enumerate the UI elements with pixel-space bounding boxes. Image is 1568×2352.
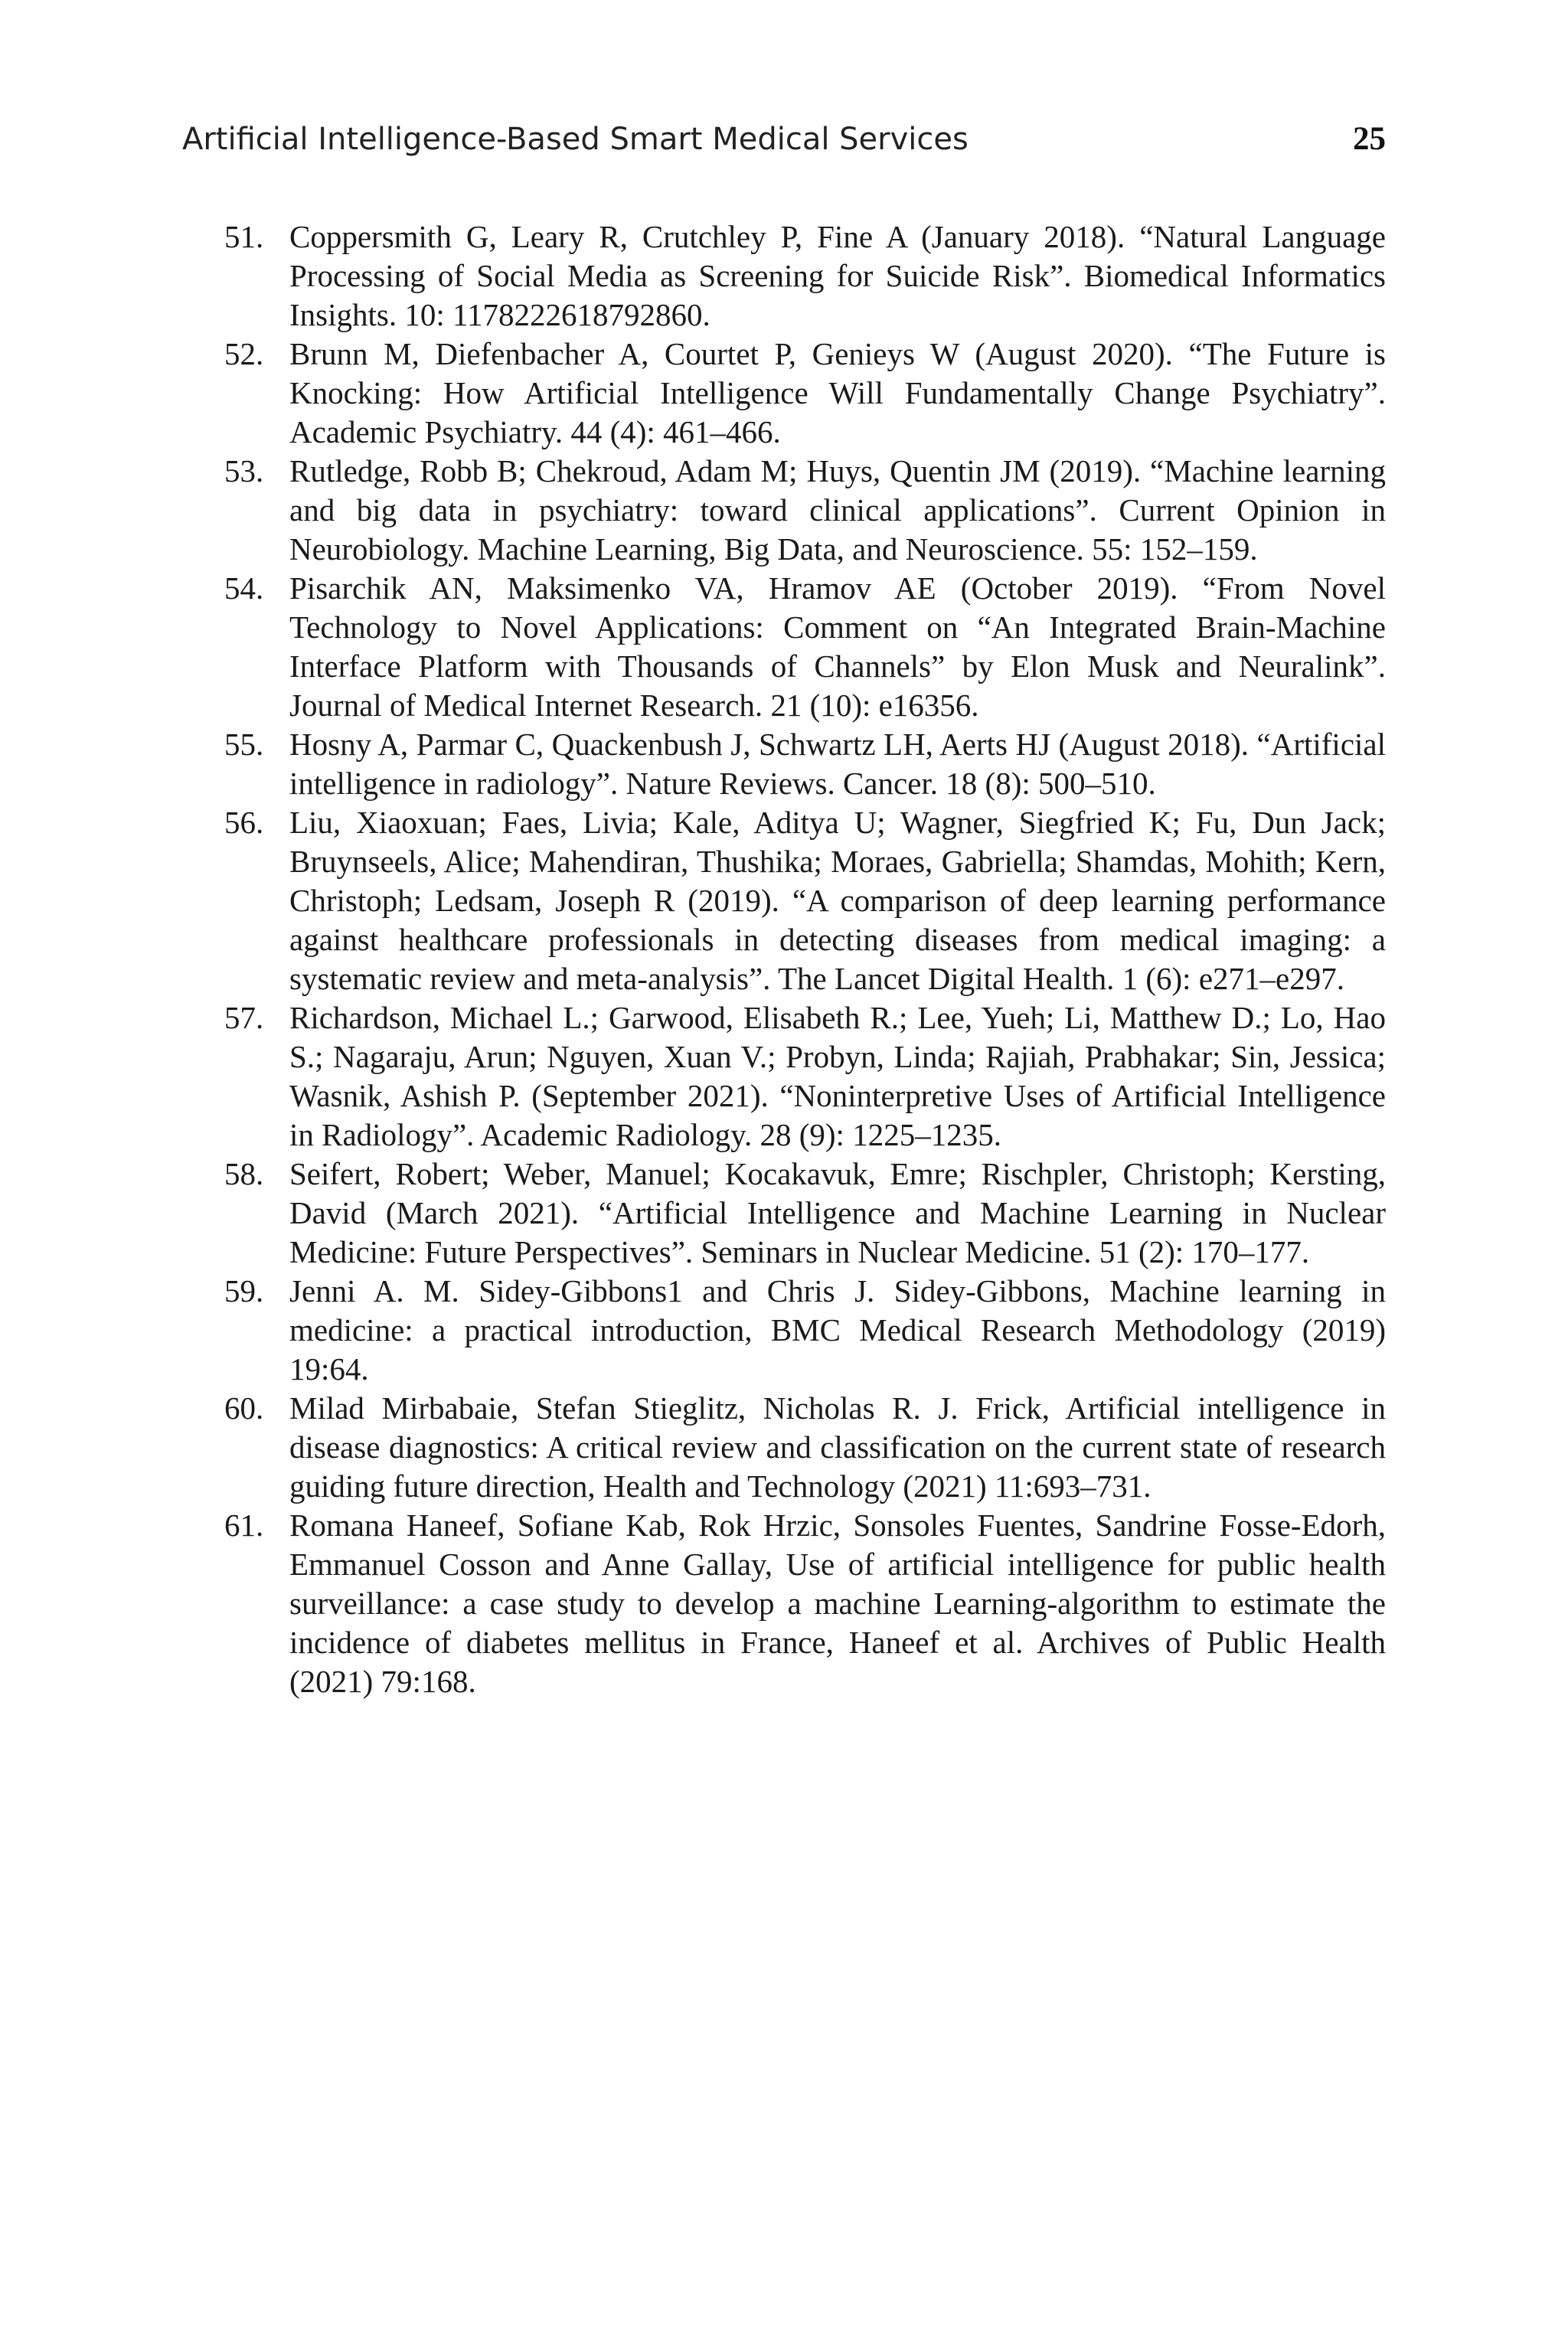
reference-list xyxy=(182,217,1386,1701)
reference-number: 60. xyxy=(224,1390,264,1426)
reference-text: Brunn M, Diefenbacher A, Courtet P, Genieys W (August 2020). “The Future is Knocking: How Artificial Intelligence Will Fundamentally Change Psychiatry”. Academic Psychiatry. 44 (4): 461–466. xyxy=(289,336,1386,449)
reference-text: Seifert, Robert; Weber, Manuel; Kocakavuk, Emre; Rischpler, Christoph; Kersting, David (March 2021). “Artificial Intelligence and Machine Learning in Nuclear Medicine: Future Perspectives”. Seminars in Nuclear Medicine. 51 (2): 170–177. xyxy=(289,1156,1386,1269)
reference-53 xyxy=(182,452,1386,569)
reference-text: Richardson, Michael L.; Garwood, Elisabeth R.; Lee, Yueh; Li, Matthew D.; Lo, Hao S.; Nagaraju, Arun; Nguyen, Xuan V.; Probyn, Linda; Rajiah, Prabhakar; Sin, Jessica; Wasnik, Ashish P. (September 2021). “Noninterpretive Uses of Artificial Intelligence in Radiology”. Academic Radiology. 28 (9): 1225–1235. xyxy=(289,1000,1386,1152)
reference-54 xyxy=(182,569,1386,725)
reference-number: 52. xyxy=(224,336,264,371)
reference-60 xyxy=(182,1389,1386,1506)
reference-number: 56. xyxy=(224,805,264,840)
reference-text: Romana Haneef, Sofiane Kab, Rok Hrzic, Sonsoles Fuentes, Sandrine Fosse-Edorh, Emmanuel Cosson and Anne Gallay, Use of artificial intelligence for public health surveillance: a case study to develop a machine Learning-algorithm to estimate the incidence of diabetes mellitus in France, Haneef et al. Archives of Public Health (2021) 79:168. xyxy=(289,1508,1386,1699)
reference-number: 51. xyxy=(224,219,264,254)
reference-51 xyxy=(182,217,1386,335)
reference-52 xyxy=(182,335,1386,452)
reference-number: 59. xyxy=(224,1273,264,1308)
reference-number: 54. xyxy=(224,570,264,606)
reference-text: Liu, Xiaoxuan; Faes, Livia; Kale, Aditya U; Wagner, Siegfried K; Fu, Dun Jack; Bruynseels, Alice; Mahendiran, Thushika; Moraes, Gabriella; Shamdas, Mohith; Kern, Christoph; Ledsam, Joseph R (2019). “A comparison of deep learning performance against healthcare professionals in detecting diseases from medical imaging: a systematic review and meta-analysis”. The Lancet Digital Health. 1 (6): e271–e297. xyxy=(289,805,1386,996)
running-title: Artificial Intelligence-Based Smart Medical Services xyxy=(182,122,969,157)
reference-text: Rutledge, Robb B; Chekroud, Adam M; Huys, Quentin JM (2019). “Machine learning and big data in psychiatry: toward clinical applications”. Current Opinion in Neurobiology. Machine Learning, Big Data, and Neuroscience. 55: 152–159. xyxy=(289,453,1386,567)
reference-number: 55. xyxy=(224,727,264,762)
reference-59 xyxy=(182,1272,1386,1389)
reference-55 xyxy=(182,725,1386,803)
reference-number: 61. xyxy=(224,1508,264,1543)
reference-61 xyxy=(182,1506,1386,1701)
reference-number: 57. xyxy=(224,1000,264,1035)
reference-text: Hosny A, Parmar C, Quackenbush J, Schwartz LH, Aerts HJ (August 2018). “Artificial intelligence in radiology”. Nature Reviews. Cancer. 18 (8): 500–510. xyxy=(289,727,1386,801)
reference-text: Milad Mirbabaie, Stefan Stieglitz, Nicholas R. J. Frick, Artificial intelligence in disease diagnostics: A critical review and classification on the current state of research guiding future direction, Health and Technology (2021) 11:693–731. xyxy=(289,1390,1386,1504)
reference-text: Pisarchik AN, Maksimenko VA, Hramov AE (October 2019). “From Novel Technology to Novel Applications: Comment on “An Integrated Brain-Machine Interface Platform with Thousands of Channels” by Elon Musk and Neuralink”. Journal of Medical Internet Research. 21 (10): e16356. xyxy=(289,570,1386,723)
reference-58 xyxy=(182,1155,1386,1272)
page-number: 25 xyxy=(1353,121,1386,157)
reference-text: Jenni A. M. Sidey-Gibbons1 and Chris J. Sidey-Gibbons, Machine learning in medicine: a practical introduction, BMC Medical Research Methodology (2019) 19:64. xyxy=(289,1273,1386,1387)
reference-number: 53. xyxy=(224,453,264,488)
reference-number: 58. xyxy=(224,1156,264,1191)
reference-56 xyxy=(182,803,1386,998)
reference-57 xyxy=(182,998,1386,1155)
reference-text: Coppersmith G, Leary R, Crutchley P, Fine A (January 2018). “Natural Language Processing of Social Media as Screening for Suicide Risk”. Biomedical Informatics Insights. 10: 1178222618792860. xyxy=(289,219,1386,332)
running-header xyxy=(182,116,1386,162)
